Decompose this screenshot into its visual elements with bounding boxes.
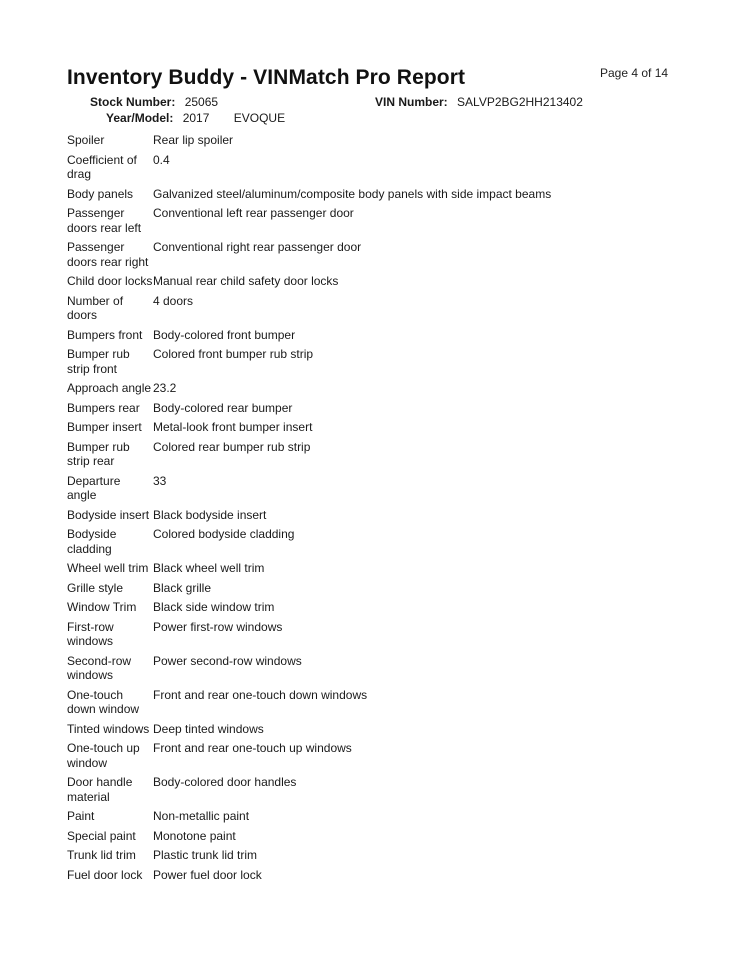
spec-row — [67, 687, 687, 717]
spec-value: Galvanized steel/aluminum/composite body panels with side impact beams — [153, 186, 552, 201]
spec-label: Bodyside cladding — [67, 527, 117, 556]
year-value: 2017 — [182, 111, 210, 125]
spec-label: Child door locks — [67, 274, 153, 288]
spec-label: Paint — [67, 809, 95, 823]
spec-value: Black bodyside insert — [153, 507, 267, 522]
spec-value: Front and rear one-touch down windows — [153, 687, 368, 702]
spec-label: Bumpers rear — [67, 400, 140, 415]
year-model — [106, 111, 285, 125]
page-number: Page 4 of 14 — [600, 66, 669, 80]
spec-row — [67, 132, 687, 148]
spec-row — [67, 847, 687, 863]
spec-value: Body-colored front bumper — [153, 327, 296, 342]
spec-row — [67, 419, 687, 435]
vin-number-label: VIN Number: — [375, 95, 448, 109]
spec-row — [67, 473, 687, 503]
spec-value: Body-colored rear bumper — [153, 400, 293, 415]
spec-label: First-row windows — [67, 619, 114, 648]
spec-row — [67, 239, 687, 269]
spec-label: Second-row windows — [67, 653, 132, 682]
spec-row — [67, 867, 687, 883]
spec-value: 23.2 — [153, 381, 177, 395]
vin-number-value: SALVP2BG2HH213402 — [457, 95, 583, 109]
spec-row — [67, 346, 687, 376]
spec-row — [67, 653, 687, 683]
spec-label: Bumper rub strip front — [67, 347, 130, 376]
spec-value: Conventional left rear passenger door — [153, 206, 354, 220]
spec-value: Plastic trunk lid trim — [153, 848, 258, 862]
spec-label: Tinted windows — [67, 721, 150, 736]
spec-row — [67, 619, 687, 649]
spec-row — [67, 507, 687, 523]
spec-label: Special paint — [67, 828, 136, 843]
spec-value: Metal-look front bumper insert — [153, 420, 313, 434]
spec-row — [67, 740, 687, 770]
spec-value: Colored rear bumper rub strip — [153, 439, 311, 454]
spec-value: Colored bodyside cladding — [153, 527, 295, 541]
spec-value: Rear lip spoiler — [153, 133, 234, 147]
spec-row — [67, 152, 687, 182]
spec-label: One-touch up window — [67, 741, 140, 770]
spec-value: Manual rear child safety door locks — [153, 274, 339, 288]
spec-value: Colored front bumper rub strip — [153, 347, 314, 361]
spec-label: Grille style — [67, 580, 124, 595]
spec-label: Window Trim — [67, 600, 137, 614]
spec-row — [67, 526, 687, 556]
spec-value: Front and rear one-touch up windows — [153, 741, 352, 755]
vin-number — [375, 95, 583, 109]
spec-label: Passenger doors rear right — [67, 240, 149, 269]
spec-label: Passenger doors rear left — [67, 206, 142, 235]
spec-label: Approach angle — [67, 381, 152, 395]
year-model-label: Year/Model: — [106, 111, 174, 125]
spec-label: Bumper rub strip rear — [67, 439, 130, 468]
spec-value: 33 — [153, 473, 167, 488]
spec-row — [67, 439, 687, 469]
spec-label: Fuel door lock — [67, 867, 143, 882]
spec-row — [67, 327, 687, 343]
spec-row — [67, 205, 687, 235]
spec-row — [67, 273, 687, 289]
spec-label: Bumper insert — [67, 420, 142, 434]
spec-label: Coefficient of drag — [67, 152, 137, 181]
spec-label: One-touch down window — [67, 687, 140, 716]
stock-number-label: Stock Number: — [90, 95, 176, 109]
spec-value: Monotone paint — [153, 828, 236, 843]
spec-label: Door handle material — [67, 775, 133, 804]
spec-value: Power fuel door lock — [153, 867, 262, 882]
spec-value: Black wheel well trim — [153, 561, 265, 575]
spec-value: Body-colored door handles — [153, 775, 297, 789]
spec-row — [67, 400, 687, 416]
report-title: Inventory Buddy - VINMatch Pro Report — [67, 66, 466, 89]
spec-label: Number of doors — [67, 293, 124, 322]
spec-label: Departure angle — [67, 473, 121, 502]
spec-value: Power first-row windows — [153, 619, 283, 634]
spec-row — [67, 293, 687, 323]
spec-row — [67, 599, 687, 615]
spec-row — [67, 186, 687, 202]
spec-label: Spoiler — [67, 133, 105, 147]
spec-label: Bumpers front — [67, 327, 143, 342]
spec-value: Black side window trim — [153, 600, 275, 614]
spec-value: 0.4 — [153, 152, 170, 167]
stock-number-value: 25065 — [184, 95, 219, 109]
spec-row — [67, 560, 687, 576]
spec-label: Body panels — [67, 186, 134, 201]
spec-row — [67, 580, 687, 596]
spec-value: 4 doors — [153, 293, 194, 308]
spec-value: Non-metallic paint — [153, 809, 250, 823]
spec-row — [67, 721, 687, 737]
spec-label: Wheel well trim — [67, 561, 149, 575]
spec-row — [67, 380, 687, 396]
spec-value: Deep tinted windows — [153, 721, 264, 736]
spec-value: Black grille — [153, 580, 212, 595]
spec-row — [67, 828, 687, 844]
spec-list — [67, 132, 687, 886]
spec-label: Bodyside insert — [67, 507, 150, 522]
spec-value: Conventional right rear passenger door — [153, 240, 362, 254]
spec-row — [67, 774, 687, 804]
stock-number — [90, 95, 218, 109]
spec-value: Power second-row windows — [153, 653, 302, 668]
spec-label: Trunk lid trim — [67, 848, 136, 862]
spec-row — [67, 808, 687, 824]
model-value: EVOQUE — [233, 111, 286, 125]
